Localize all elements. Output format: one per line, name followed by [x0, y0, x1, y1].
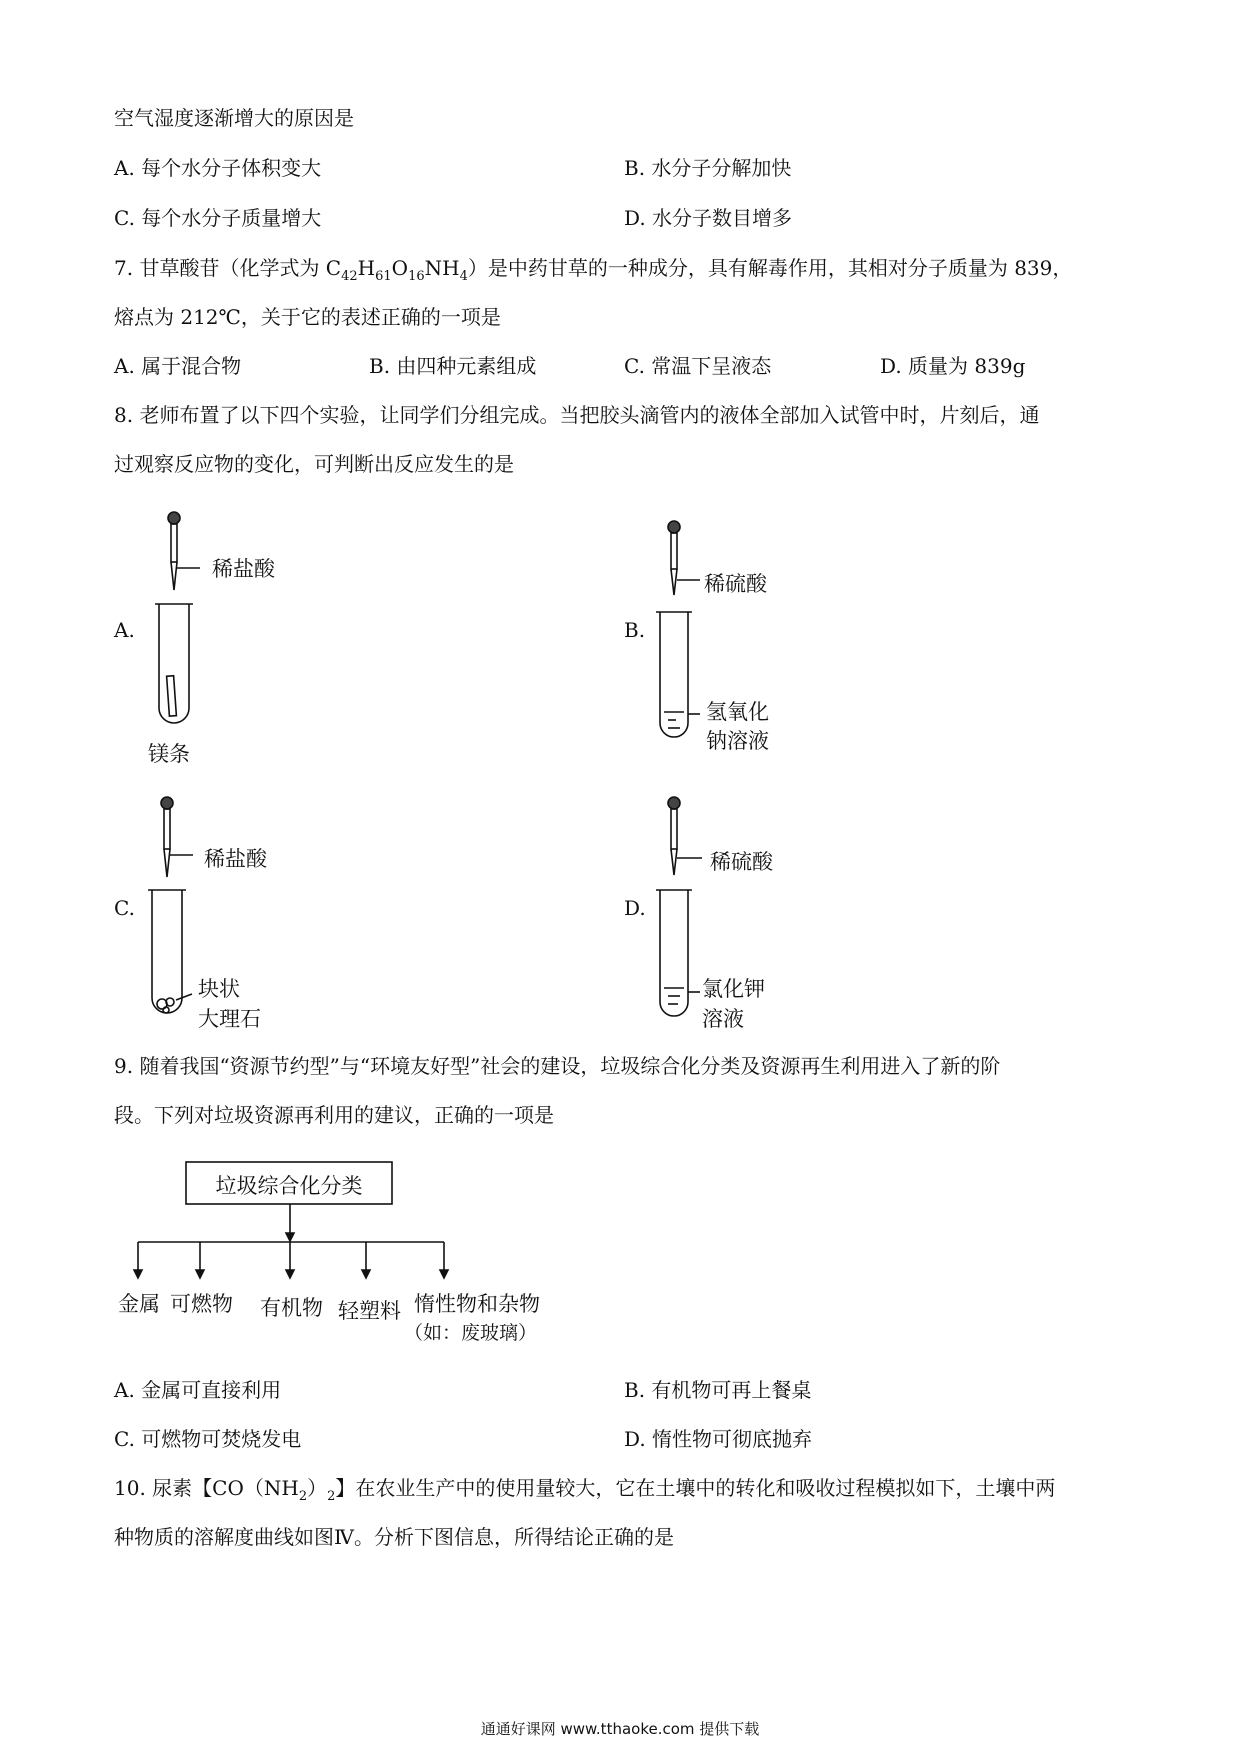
figure-d-apparatus [656, 797, 702, 1016]
q9-line1: 9. 随着我国“资源节约型”与“环境友好型”社会的建设，垃圾综合化分类及资源再生利用进入了新的阶 [114, 1054, 1001, 1078]
q7-option-c: C. 常温下呈液态 [624, 354, 772, 378]
q7-option-a: A. 属于混合物 [114, 354, 242, 378]
figure-b-letter: B. [624, 618, 646, 642]
q6-option-c: C. 每个水分子质量增大 [114, 206, 322, 230]
q6-option-a: A. 每个水分子体积变大 [114, 156, 322, 180]
q6-option-d: D. 水分子数目增多 [624, 206, 793, 230]
figure-b-content-2: 钠溶液 [706, 729, 769, 753]
q7-option-b: B. 由四种元素组成 [369, 354, 537, 378]
q10-line1: 10. 尿素【$CO(NH_2)_2$】在农业生产中的使用量较大，它在土壤中的转化和吸收过程模拟如下，土壤中两 [114, 1476, 1056, 1504]
figure-a-content: 镁条 [148, 742, 190, 766]
figure-d-content-1: 氯化钾 [702, 977, 765, 1001]
q6-option-b: B. 水分子分解加快 [624, 156, 792, 180]
diagram-root-label: 垃圾综合化分类 [215, 1174, 363, 1198]
figure-d-content-2: 溶液 [702, 1007, 744, 1031]
diagram-leaf-plastic: 轻塑料 [338, 1299, 401, 1323]
q7-line1: 7. 甘草酸苷（化学式为 $C_{42}H_{61}O_{16}NH_4$）是中药甘草的一种成分，具有解毒作用，其相对分子质量为 839， [114, 256, 1073, 284]
q7-option-d: D. 质量为 839g [880, 354, 1026, 378]
q9-option-c: C. 可燃物可焚烧发电 [114, 1427, 302, 1451]
q9-line2: 段。下列对垃圾资源再利用的建议，正确的一项是 [114, 1103, 554, 1127]
figure-c-reagent: 稀盐酸 [204, 847, 267, 871]
diagram-leaf-note: （如：废玻璃） [404, 1322, 538, 1344]
diagram-leaf-combustible: 可燃物 [170, 1292, 233, 1316]
q7-line2: 熔点为 212℃，关于它的表述正确的一项是 [114, 305, 501, 329]
figure-a-letter: A. [114, 618, 135, 642]
page-footer: 通通好课网 www.tthaoke.com 提供下载 [480, 1720, 760, 1738]
figure-c-content-1: 块状 [198, 977, 240, 1001]
figure-b-content-1: 氢氧化 [706, 700, 769, 724]
q9-option-a: A. 金属可直接利用 [114, 1378, 282, 1402]
figure-d-reagent: 稀硫酸 [710, 850, 773, 874]
figure-d-letter: D. [624, 896, 646, 920]
q9-option-b: B. 有机物可再上餐桌 [624, 1378, 812, 1402]
q8-line1: 8. 老师布置了以下四个实验，让同学们分组完成。当把胶头滴管内的液体全部加入试管中时，片刻后，通 [114, 403, 1040, 427]
figure-b-reagent: 稀硫酸 [704, 572, 767, 596]
q8-line2: 过观察反应物的变化，可判断出反应发生的是 [114, 452, 514, 476]
figure-c-apparatus [148, 797, 193, 1013]
figure-c-letter: C. [114, 896, 135, 920]
q9-option-d: D. 惰性物可彻底抛弃 [624, 1427, 813, 1451]
diagram-leaf-inert: 惰性物和杂物 [414, 1292, 540, 1316]
q10-line2: 种物质的溶解度曲线如图Ⅳ。分析下图信息，所得结论正确的是 [114, 1525, 674, 1549]
figure-c-content-2: 大理石 [198, 1007, 261, 1031]
figure-b-apparatus [656, 521, 700, 737]
diagram-leaf-organic: 有机物 [260, 1296, 323, 1320]
diagram-leaf-metal: 金属 [118, 1292, 160, 1316]
figure-a-apparatus [155, 512, 200, 723]
figure-a-reagent: 稀盐酸 [212, 557, 275, 581]
q6-stem: 空气湿度逐渐增大的原因是 [114, 106, 354, 130]
